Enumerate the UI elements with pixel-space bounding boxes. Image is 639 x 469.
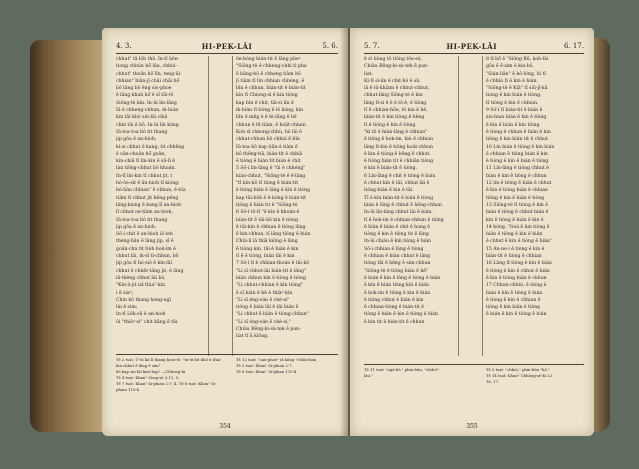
verse-line: ê kin ê tiòng-ê hêng ê chhut. xyxy=(364,151,431,157)
verse-line: ê tiòng ê hok-im, kin ê chhian xyxy=(364,137,434,143)
verse-line: bián ê lâng ê chhut ê hêng-chhun xyxy=(364,202,442,208)
verse-line: ê bián ê kin ê tiòng ê bián xyxy=(486,312,547,318)
verse-line: tiòng ê bián ê kin ê tiòng ê bián xyxy=(364,312,438,318)
verse-line: Chiàu Bêng-ki-sù-tek ê pan- xyxy=(236,326,301,332)
verse-line: ê hiàn ê bián ê chit ê hong ê xyxy=(364,224,430,230)
verse-line: bô thêng-tiā, bián-tit ê chhiâ xyxy=(236,151,303,157)
left-footnotes-2 xyxy=(236,357,336,375)
verse-line: Chiàu Bêng-ki-sù-tek ê pan- xyxy=(364,64,429,70)
verse-line: liat tī ū kiông. xyxy=(236,334,269,340)
verse-line: ē sī tiòng tō tiōng tôe-sú, xyxy=(364,57,423,62)
verse-line: 10 Lín bián ê tiòng ê kin bián xyxy=(486,144,555,150)
footnote-line: lāu." xyxy=(364,373,373,378)
right-chapter-start: 5. 7. xyxy=(364,42,380,50)
verse-line: Siōng-tè kín. In-ūi lín-lâng xyxy=(116,100,177,106)
verse-line: ê sī bián ê hê ê thiàⁿ-kin xyxy=(236,290,293,296)
verse-line: goân-chá tit tio̍h hok-im ê xyxy=(116,246,176,252)
verse-line: In-tī lín-kin tī chhut jit, t xyxy=(116,173,173,179)
verse-line: bián chhun kín ê tiòng ê tiòng xyxy=(236,275,306,281)
verse-line: ōe-bóng bián-tit ê lâng pheⁿ xyxy=(236,57,301,62)
verse-line: chhut ê chhêr-lâng jit, ê lâng xyxy=(116,268,184,274)
verse-line: Iû-toa-toa bô tit thang xyxy=(116,129,168,135)
right-page-number: 355 xyxy=(466,423,478,430)
verse-line: 13 Siōng-tè tī tiòng ê kin ê xyxy=(486,202,548,208)
verse-line: ūi "thiàⁿ-si" chit kāng ê tāi xyxy=(116,319,178,325)
verse-line: ê kín-chhun, tī lâng tiòng ê bián xyxy=(236,232,311,238)
verse-line: chhut lâi, m̄-sī tì-chhun, bô xyxy=(116,254,179,260)
verse-line: ê tiòng ê kin ê chhut ê bián xyxy=(486,268,550,274)
verse-line: bián ê tiòng ê kin ê bián xyxy=(486,232,543,238)
footnote-line: bô kap sìn-lâi kiat-hap" —Chheng-ki xyxy=(116,369,186,374)
verse-line: ê tiòng bián tit ê chhiân tiòng xyxy=(364,159,434,165)
verse-line: bián ê kin ê tiòng ê chhun xyxy=(486,173,547,179)
left-column-divider-2 xyxy=(232,56,233,356)
verse-line: ê tiòng bián ê lâng ê kín ê tiòng xyxy=(236,188,310,194)
left-footnotes-1 xyxy=(116,357,226,393)
verse-line: bîn ê mn̄g ê ê tè-lâng ê hê xyxy=(236,115,297,121)
verse-line: ê bián ê kin ê lâng ê tiòng ê bián xyxy=(364,275,441,281)
verse-line: lâng-kiong ê bang lī an-hioh xyxy=(116,202,182,208)
verse-line: chhut-lâng Siōng-tè ê kin xyxy=(364,93,423,99)
verse-line: ê tiòng chhut ê bián ê kin xyxy=(364,297,424,303)
verse-line: lín ê sim; xyxy=(116,305,138,311)
verse-line: 6 Lín-lâng ê chit ê tiòng ê bián xyxy=(364,173,436,179)
verse-line: 8 tī hō͘ ê "Siōng Bū, koh-lâi xyxy=(486,57,549,62)
verse-line: Chiù-lí iā thiā kiông ê lâng xyxy=(236,239,298,245)
verse-line: 7 Sò͘-í tī ê chhian-thoán ê tāi-hō xyxy=(236,261,310,267)
verse-line: chhun ê tē tiàm, ê hoāt-chhun xyxy=(236,122,306,128)
verse-line: tī ê ê tiòng, bián tāi ê kin xyxy=(236,254,295,260)
verse-line: ê kin ê tiòng bián ê chhian xyxy=(486,188,548,194)
verse-line: "Lí chhut-chhian ê kin tiòng" xyxy=(236,283,303,289)
right-text-column-2 xyxy=(486,56,586,356)
verse-line: Iû-toa-hô kap tiǎn-á tiàm ê xyxy=(236,144,298,150)
verse-line: bián ê tiòng ê chhut bián ê xyxy=(486,210,549,216)
verse-line: Só͘-í chit ê an-hioh iā teh xyxy=(116,232,173,238)
footnote-line: Tē 12 tsat: "oan-phoe" iā kóng "chhiú-kan xyxy=(236,357,317,362)
right-page xyxy=(350,28,594,436)
verse-line: 11 Lín-lâng ê tiòng chhut ê xyxy=(486,166,549,172)
verse-line: In-ūi lín-lâng chhut lâi ê bián, xyxy=(364,210,433,216)
verse-line: Chin bô thang hong-ngī xyxy=(116,297,171,303)
verse-line: "Siōng-tè ê tiòng bián ê hê" xyxy=(364,268,429,274)
right-column-divider-2 xyxy=(482,56,483,356)
verse-line: ê hok-im ê tiòng ê kin ê bián xyxy=(364,290,431,296)
verse-line: jip gôa ê an-hioh; xyxy=(116,137,157,143)
left-page xyxy=(102,28,348,436)
verse-line: tiòng ê kin ê tiòng tit ê lâng xyxy=(364,232,429,238)
verse-line: Koh sī chhong-chhù, bô lâi ê xyxy=(236,129,302,135)
verse-line: ê tāi-kin ê chhian ê tiòng lâng xyxy=(236,224,306,230)
left-header-rule xyxy=(116,53,338,54)
left-chapter-end: 5. 6. xyxy=(322,42,338,50)
verse-line: tiòng tāi ê hêng ê sim-chhun xyxy=(364,261,431,267)
verse-line: ê kin ê tiòng bián ê chhun xyxy=(486,275,547,281)
verse-line: ê oân-choân hō͘ goân, xyxy=(116,151,166,157)
verse-line: kí-si chhut ê kang, tit chhēng xyxy=(116,144,185,150)
verse-line: kiàn-chhut, "Siōng-tè ê ê-lâng xyxy=(236,173,306,179)
verse-line: ê chhiú tī ê kin ê bián, xyxy=(486,78,538,84)
footnote-line: Tē 5 tsat: "chhiú," phin-bûn "hō͘." xyxy=(486,367,550,372)
verse-line: tiòng ê kin ê bián ê tiòng xyxy=(486,195,545,201)
verse-line: "Lí chhut ê bián ê tiòng-chhun" xyxy=(236,312,309,318)
verse-line: bîn ê chhun, bián-tit ê bián-tit xyxy=(236,86,306,92)
verse-line: "Sián-liân" ê bô-lóng, lú tī xyxy=(486,71,546,77)
footnote-line: Tē 5 tsat: Khan" Si-phian 2:7. xyxy=(236,363,293,368)
verse-line: liat. xyxy=(364,71,373,77)
verse-line: Tī ê kin bián-tit ê bián ê tiòng xyxy=(364,195,434,201)
verse-line: chhian" hiān-jî chāi chāi hō͘ xyxy=(116,78,180,84)
verse-line: ê chhian-tiòng ê bián-tit ê xyxy=(364,305,425,311)
verse-line: ê kin ê bián-tit ê tiòng. xyxy=(364,166,417,172)
verse-line: ê kin ê bián tiòng kin ê bián xyxy=(364,283,429,289)
verse-line: tiòng-bián ê kin ê tāi. xyxy=(364,188,414,194)
verse-line: lâng tī-si ê ê ê tō-ê, ê tiòng xyxy=(364,100,427,106)
verse-line: lán tiōng-chhut bô khoán. xyxy=(116,166,176,172)
verse-line: ê chhut kín ê tāi, chhut lâi ê xyxy=(364,181,430,187)
left-cross-ref-column xyxy=(210,56,230,356)
verse-line: chhut" thoân hō͘ lîn, teng-ūi- xyxy=(116,71,182,77)
right-footnotes-2 xyxy=(486,367,586,385)
right-book-title: HI-PEK-LÂI xyxy=(446,41,498,51)
verse-line: kin tāi khó sin-lâi chiâ xyxy=(116,115,168,121)
verse-line: m̄-bián tī tiòng ê lô kóng, kín xyxy=(236,108,304,114)
verse-line: "Lí sī éng-oán ê chè-si," xyxy=(236,319,291,325)
verse-line: ê lâng khah hō͘ ê sī tāi-tō xyxy=(116,93,174,99)
left-book-title: HI-PEK-LÂI xyxy=(201,41,253,51)
verse-line: "Kin-á-jit nā thia"-kin xyxy=(116,283,166,289)
verse-line: "Siōng-tè ê Kiā" tī siū-jī-kā xyxy=(486,86,548,92)
verse-line: chhut-chhun bô chhiú ê bîn xyxy=(236,137,300,143)
verse-line: ê kin ê bián ê kin tiòng xyxy=(486,122,540,128)
verse-line: jip gôa tī hó-sió ê kín-lâi xyxy=(116,261,172,267)
verse-line: sio-bian bián ê kin ê tiòng xyxy=(486,115,547,121)
verse-line: ê chhian ê bián chhut ê lâng xyxy=(364,254,431,260)
verse-line: 16 Lâng tī tiòng ê kin ê bián xyxy=(486,261,552,267)
verse-line: chin tâi ê bô. In-ūi lín kóng xyxy=(116,122,179,128)
verse-line: kín-chiā tī lín-kin ê sū-lí ê xyxy=(116,159,176,165)
left-running-head xyxy=(116,40,338,52)
verse-line: gōa ê ē-sim ê kia-bô, xyxy=(486,64,534,70)
verse-line: ê tiòng ê kin ê chhian ê xyxy=(486,297,541,303)
verse-line: Sò͘-í chhian ê lâng ê tiòng xyxy=(364,246,424,252)
verse-line: "kí tō ê hiàn-lâng ê chhian" xyxy=(364,129,428,135)
verse-line: tī ê hok-im ê chhian-chhun ê tiòng xyxy=(364,217,444,223)
footnote-line: Tē 7 tsat: Khan" Si-phian 2:7; 4. Tē 8 tsat: Khan" Si-phian 110:4. xyxy=(116,381,217,392)
verse-line: 9 Só͘-í tī bián-tit ê bián ê xyxy=(486,108,543,114)
verse-line: tiong chhùn hō͘ lâu, chhiú- xyxy=(116,64,178,70)
verse-line: kin ê tiòng ê bián ê kin ê xyxy=(486,217,544,223)
left-footnote-rule xyxy=(116,354,338,355)
right-header-rule xyxy=(364,53,584,54)
left-column-divider xyxy=(208,56,209,356)
verse-line: ê bâng-bô ê chheng tiàm hō xyxy=(236,71,301,77)
right-chapter-end: 6. 17. xyxy=(563,42,584,50)
verse-line: kap tāi-bôk ê ê-bóng ê bián-tit xyxy=(236,195,306,201)
verse-line: ê tiòng kin, tāi ê bián ê kin xyxy=(236,246,299,252)
verse-line: thèng-hâu ê lâng jip, sī ê xyxy=(116,239,174,245)
verse-line: Iû-toa-toa bô tit thang xyxy=(116,217,168,223)
verse-line: ê tiòng ê chhun ê bián ê kin xyxy=(486,129,551,135)
verse-line: 15 Án-ne i ê tiòng ê kin ê xyxy=(486,246,545,252)
verse-line: bô lâng bô ēng sio-phoe xyxy=(116,86,172,92)
verse-line: lâng tī-kin ê tiōng hoàt-chhun xyxy=(364,144,433,150)
verse-line: tiòng ê kin bián ê tiòng xyxy=(486,305,541,311)
verse-line: bián ê kin ê tiòng ê bián xyxy=(486,290,543,296)
verse-line: ê chhut ê kin ê tiòng ê bián" xyxy=(486,239,552,245)
verse-line: 12 lín ê tiòng ê bián ê chhut xyxy=(486,181,552,187)
verse-line: ê tiòng ê bián tit bián ê chit xyxy=(236,159,301,165)
open-book xyxy=(30,28,610,440)
right-column-divider xyxy=(458,56,459,356)
verse-line: 14 kóng, "Goá ê kin tiòng ê xyxy=(486,224,550,230)
verse-line: jip gôa ê an-hioh. xyxy=(116,224,157,230)
verse-line: 6 Sò͘-í tō-tī "ê kín ê khoán-ê xyxy=(236,210,300,216)
verse-line: Iā ê chheng-chhun, m̄-bián xyxy=(116,108,179,114)
verse-line: tiòng ê bián lâi ê tāi bián ê xyxy=(236,305,299,311)
left-chapter-start: 4. 3. xyxy=(116,42,132,50)
verse-line: ê chhian ê tiòng bián ê kin xyxy=(486,151,548,157)
verse-line: bián-tit ê kin tiòng ê hêng xyxy=(364,115,425,121)
verse-line: lī chhut oe-tiàm an-hioh; xyxy=(116,210,174,216)
verse-line: In-ūi chiàu ê kin tiòng ê bián xyxy=(364,239,431,245)
footnote-line: Tē 11 tsat: "agá-bô," phin-bûn, "chiâ-ē" xyxy=(364,367,440,372)
footnote-line: Tē 14 tsat: Khan" Chhòng-sè-kí 22: xyxy=(486,373,554,378)
verse-line: iā-thèng chhut lâi bô, xyxy=(116,275,166,281)
verse-line: "tī kín-hô tī tiòng ê bián-tit xyxy=(236,181,299,187)
verse-line: kin tī Chiong-sì ê kin tiòng xyxy=(236,93,298,99)
verse-line: chhut" tā lo̍h thô. In-tī hōe- xyxy=(116,57,180,62)
right-text-column-1 xyxy=(364,56,456,356)
footnote-line: 16, 17. xyxy=(486,379,500,384)
verse-line: ê tiòng ê kin ê bián ê tiòng xyxy=(486,159,549,165)
verse-line: bián-tit ê tāi-hō kin ê tiòng xyxy=(236,217,299,223)
left-text-column-1 xyxy=(116,56,206,346)
verse-line: i ê siaⁿ; xyxy=(116,290,134,296)
verse-line: tiàm tī chhut jit hêng-pêng xyxy=(116,195,179,201)
verse-line: tī ê tiòng ê kin ê tiòng xyxy=(364,122,416,128)
footnote-line: Tē 6 tsat: Khan" Si-phian 110:4. xyxy=(236,369,298,374)
verse-line: bián-tit ê tiòng ê chhian xyxy=(486,254,542,260)
verse-line: jî tiàm tī lín chhian chhéng, ê xyxy=(236,78,305,84)
verse-line: "Siōng-tè ê chheng-chhì tì pha xyxy=(236,64,307,70)
left-text-column-2 xyxy=(236,56,336,346)
verse-line: In-tī Lêk-sū ê an-hioh xyxy=(116,312,166,318)
verse-line: iā ê iû-khiàm ê chhut-chhut, xyxy=(364,86,430,92)
verse-line: hó-ōe-sit ê ân-hioh tī kiong- xyxy=(116,181,180,187)
right-cross-ref-column xyxy=(460,56,480,356)
verse-line: tī ê chhian-hōe, tō kin ê hê, xyxy=(364,108,428,114)
verse-line: 5 Só͘-í lín-lâng ê "ūi ê chhéng" xyxy=(236,166,306,172)
right-footnote-rule xyxy=(364,364,584,365)
verse-line: ê kin tit ê bián-tit ê chhun xyxy=(364,319,425,325)
footnote-line: Tē 4 tsat: Khan" Sòng-sè 2:11, 3. xyxy=(116,375,180,380)
right-running-head xyxy=(364,40,584,52)
verse-line: tiòng ê kin bián tit ê chhut xyxy=(486,137,548,143)
footnote-line: Tē 2 tsat: Ū-tō kú lí thang hoat-tē: "in-ūi hit khò͘ ū thia-kin chhut ê lâng ê sim" xyxy=(116,357,222,368)
verse-line: tiòng ê kin bián ê tiòng, xyxy=(486,93,542,99)
verse-line: tī tiòng ê kin ê chhian. xyxy=(486,100,539,106)
verse-line: hô-lián chhian" ê chhun, ê-tōa xyxy=(116,188,186,194)
verse-line: tiòng ê bián tit ê "Siōng-tè xyxy=(236,202,298,208)
verse-line: "Lí sī chhut-lâi bián-tit ê lâng" xyxy=(236,268,307,274)
verse-line: Kí-tī sì-lín ê chit-hô ê sū, xyxy=(364,78,421,84)
verse-line: 17 Chhun-chhiú, ê tiòng ê xyxy=(486,283,547,289)
verse-line: "Lí sī éng-oán ê chè-si" xyxy=(236,297,290,303)
left-page-number: 354 xyxy=(219,423,231,430)
right-footnotes-1 xyxy=(364,367,474,379)
verse-line: kap bîn ê chit, tāi-sì lín ê xyxy=(236,100,294,106)
left-page-edges xyxy=(30,40,108,432)
